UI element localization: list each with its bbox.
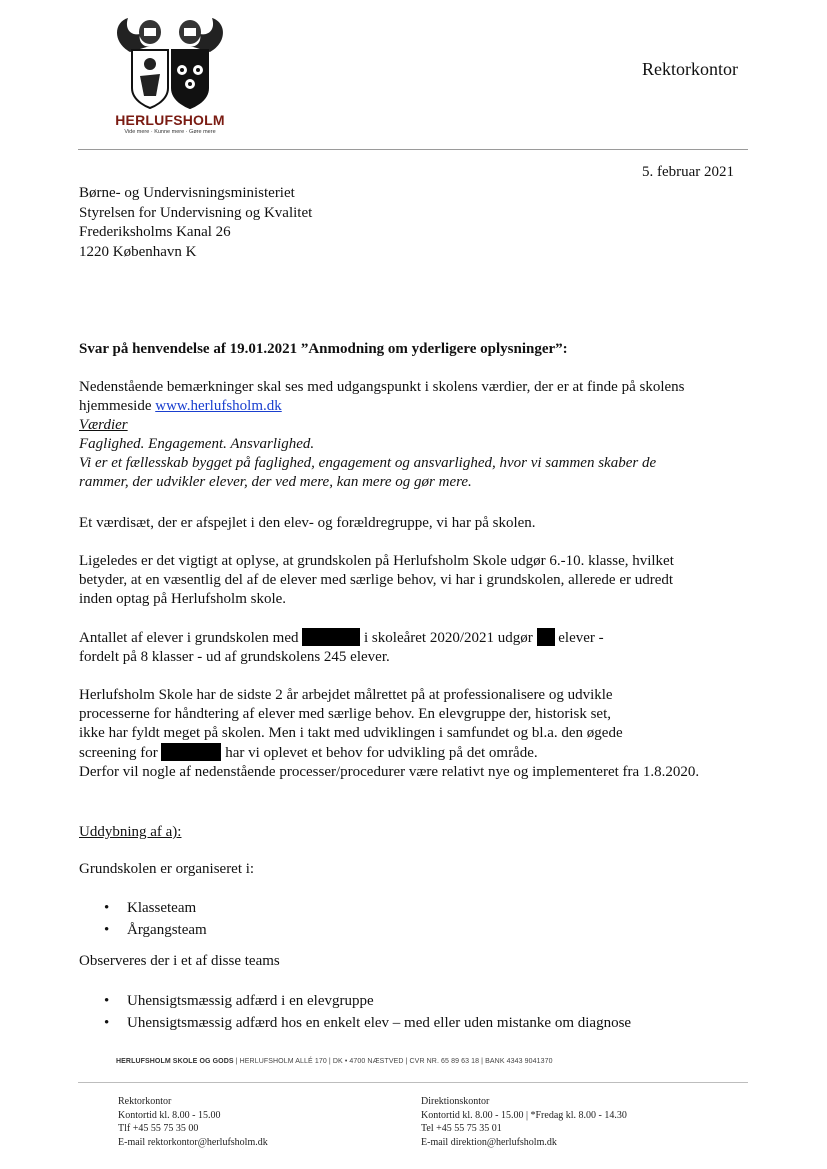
footer-line: Direktionskontor xyxy=(421,1096,490,1107)
letter-subject: Svar på henvendelse af 19.01.2021 ”Anmodning om yderligere oplysninger”: xyxy=(79,341,568,357)
redaction-block xyxy=(302,628,360,646)
recipient-line: Styrelsen for Undervisning og Kvalitet xyxy=(79,204,313,221)
letter-date: 5. februar 2021 xyxy=(642,164,735,180)
count-text-c: elever - xyxy=(558,630,604,646)
footer-company-bar xyxy=(116,1058,553,1065)
process-line: Derfor vil nogle af nedenstående processer/procedurer være relativt nye og implementeret fra 1.8.2020. xyxy=(79,764,700,780)
count-text-d: fordelt på 8 klasser - ud af grundskolens 245 elever. xyxy=(79,649,390,665)
header-divider xyxy=(78,149,748,150)
observe-intro: Observeres der i et af disse teams xyxy=(79,953,280,969)
footer-company-name: HERLUFSHOLM SKOLE OG GODS xyxy=(116,1058,234,1065)
values-description: Vi er et fællesskab bygget på faglighed, engagement og ansvarlighed, hvor vi sammen skaber de rammer, der udvikler elever, der ved mere, kan mere og gør mere. xyxy=(79,455,657,490)
intro-text: Nedenstående bemærkninger skal ses med udgangspunkt i skolens værdier, der er at finde på skolens hjemmeside xyxy=(79,379,685,414)
redaction-block xyxy=(161,743,221,761)
list-item: • Årgangsteam xyxy=(79,919,749,941)
process-line: screening for xyxy=(79,745,158,761)
list-item: • Uhensigtsmæssig adfærd i en elevgruppe xyxy=(79,990,749,1012)
intro-paragraph xyxy=(79,378,749,492)
section-a-heading: Uddybning af a): xyxy=(79,824,182,840)
count-paragraph xyxy=(79,628,749,667)
process-line: Herlufsholm Skole har de sidste 2 år arbejdet målrettet på at professionalisere og udvikle xyxy=(79,687,613,703)
recipient-address xyxy=(79,184,312,262)
footer-line: Tel +45 55 75 35 01 xyxy=(421,1123,502,1134)
footer-rektorkontor xyxy=(118,1095,268,1149)
organisation-list xyxy=(79,897,749,941)
footer-direktionskontor xyxy=(421,1095,627,1149)
list-item: • Klasseteam xyxy=(79,897,749,919)
values-paragraph: Et værdisæt, der er afspejlet i den elev- og forældregruppe, vi har på skolen. xyxy=(79,515,536,531)
footer-line: Kontortid kl. 8.00 - 15.00 | *Fredag kl. 8.00 - 14.30 xyxy=(421,1109,627,1121)
footer-line: Rektorkontor xyxy=(118,1096,172,1107)
redaction-block xyxy=(537,628,555,646)
count-text-a: Antallet af elever i grundskolen med xyxy=(79,630,299,646)
count-text-b: i skoleåret 2020/2021 udgør xyxy=(364,630,533,646)
footer-divider xyxy=(78,1082,748,1083)
website-link[interactable]: www.herlufsholm.dk xyxy=(155,398,282,414)
brand-name: HERLUFSHOLM xyxy=(115,112,225,128)
values-heading: Værdier xyxy=(79,417,128,433)
grundskole-paragraph: Ligeledes er det vigtigt at oplyse, at grundskolen på Herlufsholm Skole udgør 6.-10. klasse, hvilket betyder, at en væsentlig del af de elever med særlige behov, vi har i grundskolen, allerede er udredt inden optag på Herlufsholm skole. xyxy=(79,553,674,607)
footer-line: Tlf +45 55 75 35 00 xyxy=(118,1123,199,1134)
process-paragraph xyxy=(79,686,749,782)
footer-line: Kontortid kl. 8.00 - 15.00 xyxy=(118,1109,221,1121)
brand-tagline: Vide mere · Kunne mere · Gøre mere xyxy=(124,129,216,135)
organisation-intro: Grundskolen er organiseret i: xyxy=(79,861,255,877)
process-line: processerne for håndtering af elever med særlige behov. En elevgruppe der, historisk set, xyxy=(79,706,611,722)
footer-company-details: | HERLUFSHOLM ALLÉ 170 | DK • 4700 NÆSTVED | CVR NR. 65 89 63 18 | BANK 4343 9041370 xyxy=(233,1058,553,1065)
office-label: Rektorkontor xyxy=(642,59,738,79)
recipient-line: 1220 København K xyxy=(79,243,197,260)
values-line: Faglighed. Engagement. Ansvarlighed. xyxy=(79,436,315,452)
process-line: ikke har fyldt meget på skolen. Men i takt med udviklingen i samfundet og bl.a. den øgede xyxy=(79,725,623,741)
list-item: • Uhensigtsmæssig adfærd hos en enkelt elev – med eller uden mistanke om diagnose xyxy=(79,1012,749,1034)
footer-email: E-mail direktion@herlufsholm.dk xyxy=(421,1136,557,1148)
process-line: har vi oplevet et behov for udvikling på det område. xyxy=(225,745,538,761)
herlufsholm-crest-logo xyxy=(110,12,230,112)
recipient-line: Børne- og Undervisningsministeriet xyxy=(79,185,295,201)
recipient-line: Frederiksholms Kanal 26 xyxy=(79,224,231,240)
footer-email: E-mail rektorkontor@herlufsholm.dk xyxy=(118,1136,268,1148)
observe-list xyxy=(79,990,749,1034)
